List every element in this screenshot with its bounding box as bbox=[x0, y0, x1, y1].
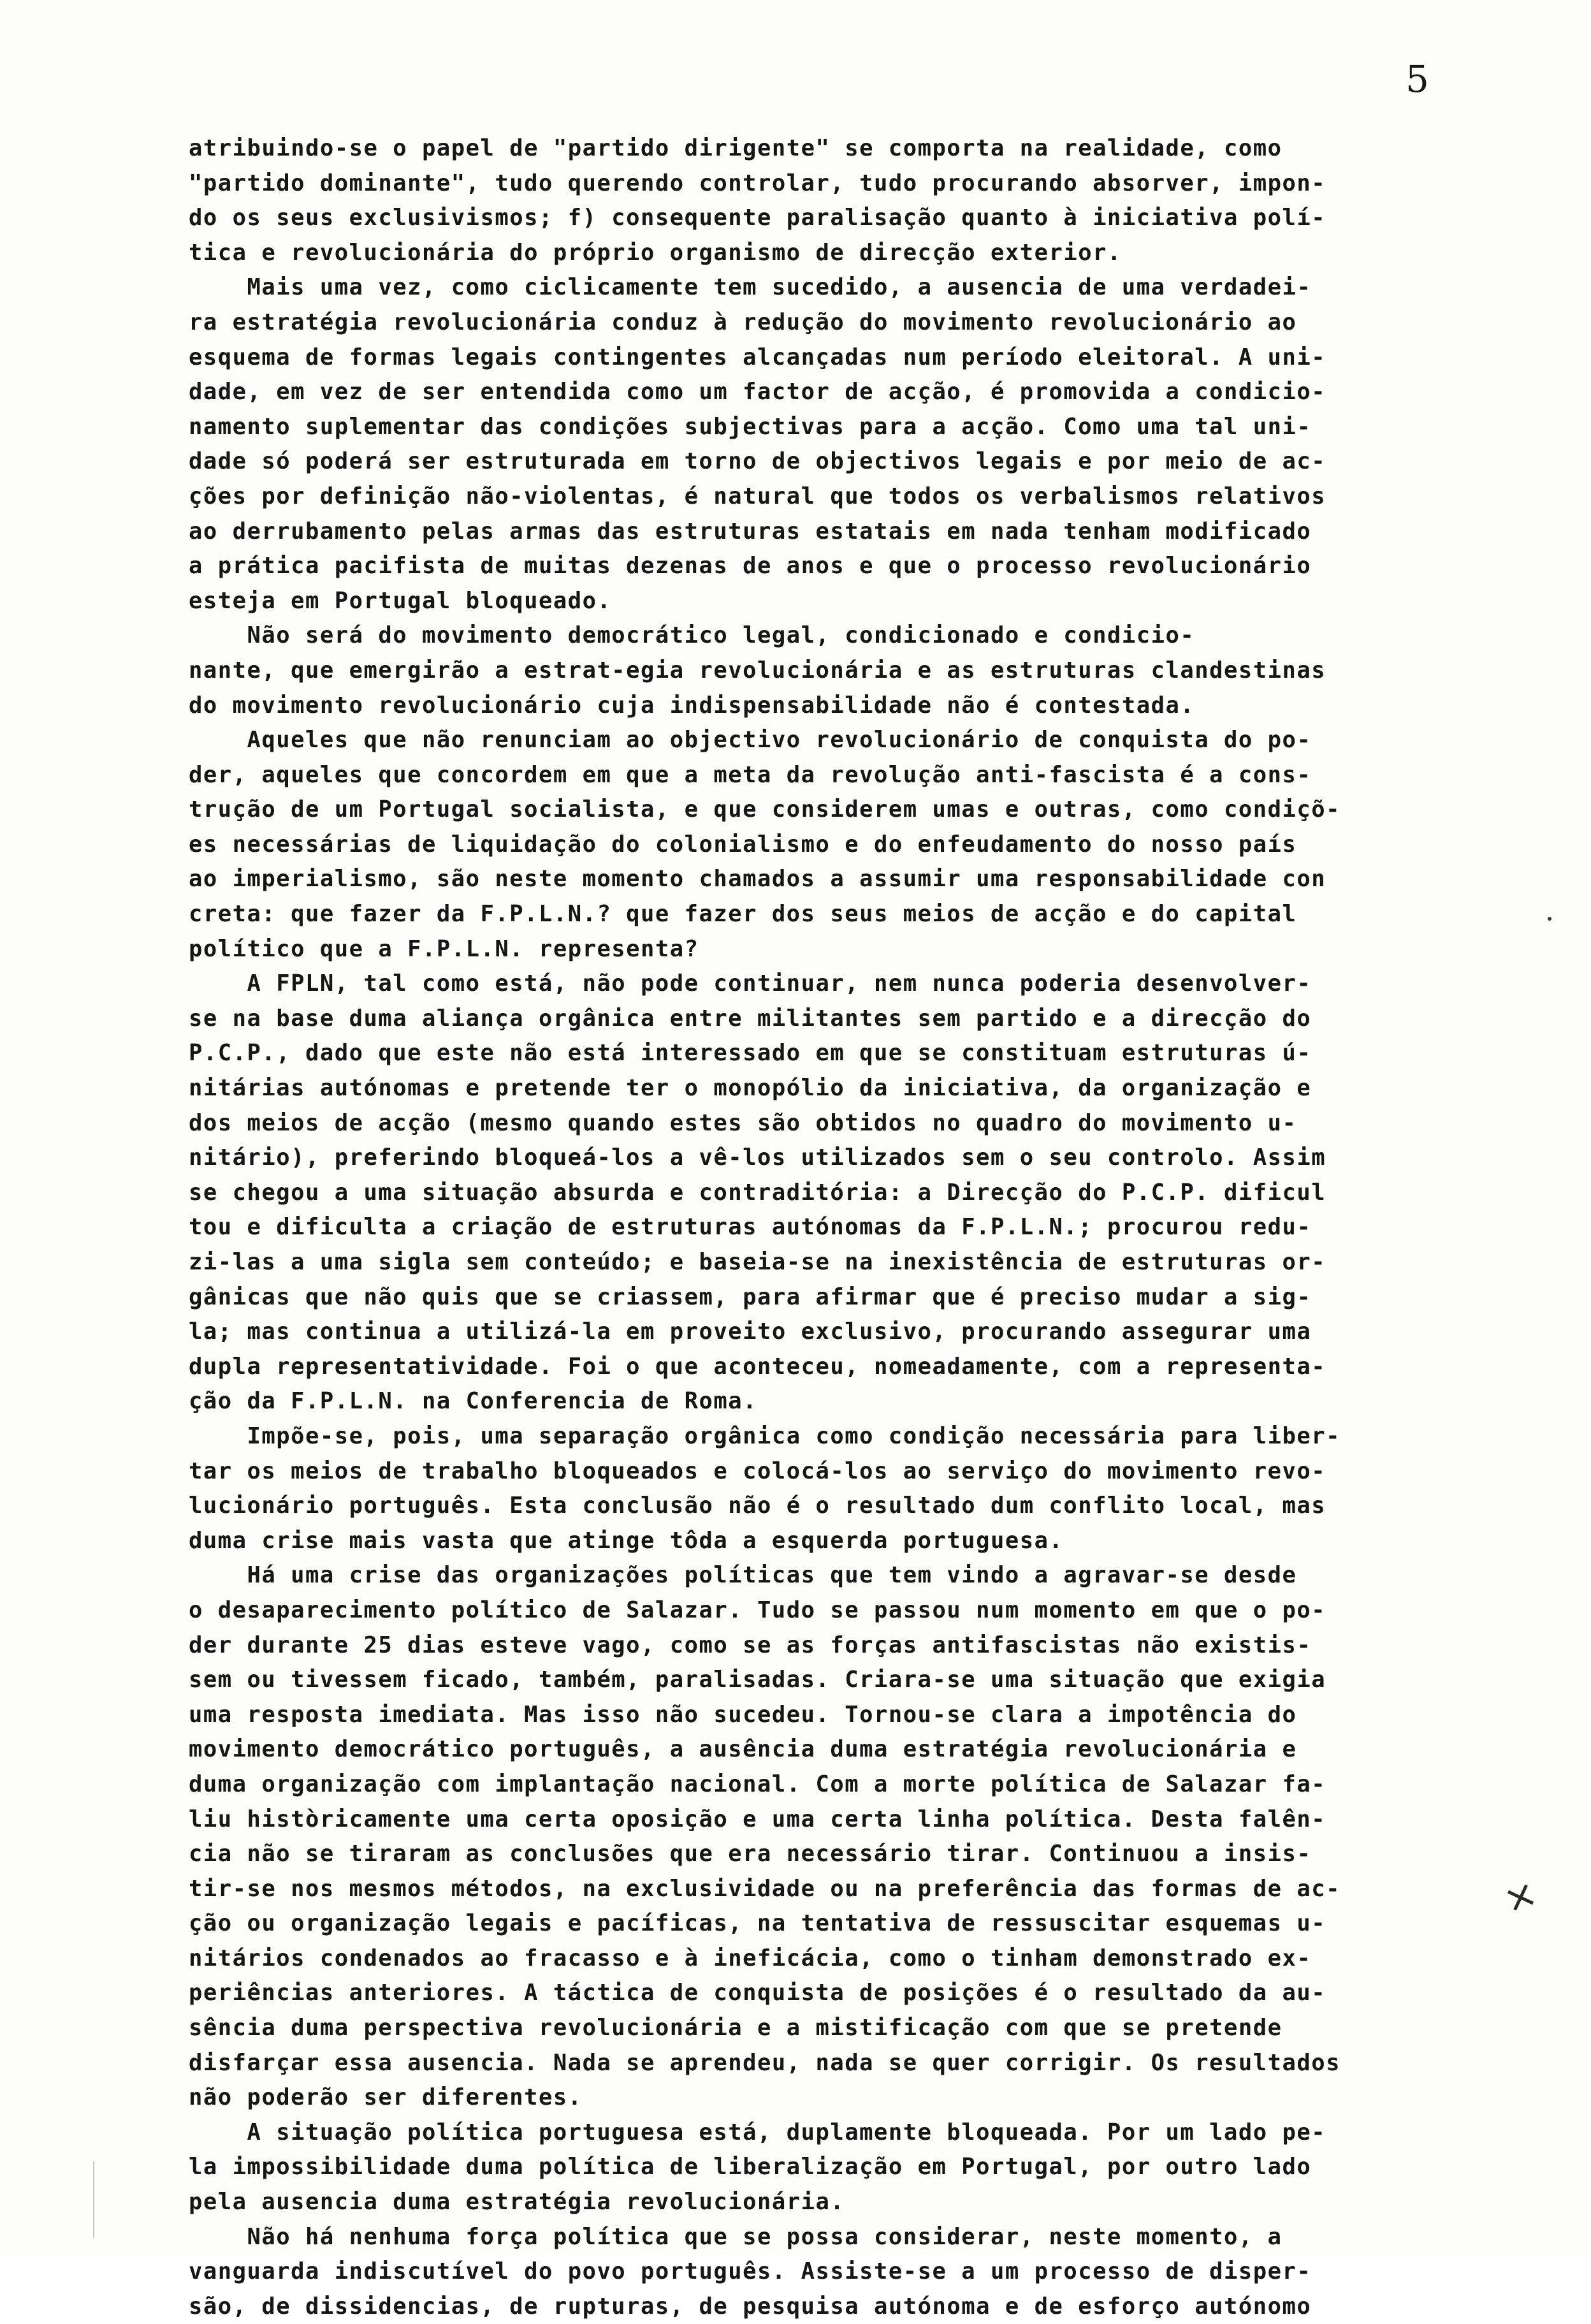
text-line: tar os meios de trabalho bloqueados e colocá-los ao serviço do movimento revo- bbox=[189, 1458, 1326, 1484]
text-line: ção ou organização legais e pacíficas, na tentativa de ressuscitar esquemas u- bbox=[189, 1910, 1326, 1937]
text-line: se na base duma aliança orgânica entre militantes sem partido e a direcção do bbox=[189, 1005, 1312, 1032]
text-line: tica e revolucionária do próprio organismo de direcção exterior. bbox=[189, 239, 1122, 266]
text-line: não poderão ser diferentes. bbox=[189, 2084, 583, 2111]
text-line: do movimento revolucionário cuja indispensabilidade não é contestada. bbox=[189, 692, 1195, 719]
text-line: Há uma crise das organizações políticas que tem vindo a agravar-se desde bbox=[189, 1562, 1297, 1589]
text-line: nitário), preferindo bloqueá-los a vê-los utilizados sem o seu controlo. Assim bbox=[189, 1144, 1326, 1171]
text-line: a prática pacifista de muitas dezenas de anos e que o processo revolucionário bbox=[189, 553, 1312, 580]
text-line: uma resposta imediata. Mas isso não sucedeu. Tornou-se clara a impotência do bbox=[189, 1701, 1297, 1728]
text-line: nitárias autónomas e pretende ter o monopólio da iniciativa, da organização e bbox=[189, 1075, 1312, 1102]
text-line: periências anteriores. A táctica de conquista de posições é o resultado da au- bbox=[189, 1980, 1326, 2006]
text-line: dos meios de acção (mesmo quando estes são obtidos no quadro do movimento u- bbox=[189, 1109, 1297, 1136]
text-line: cia não se tiraram as conclusões que era necessário tirar. Continuou a insis- bbox=[189, 1841, 1312, 1867]
text-line: esteja em Portugal bloqueado. bbox=[189, 587, 612, 614]
text-line: trução de um Portugal socialista, e que considerem umas e outras, como condiçõ- bbox=[189, 796, 1340, 823]
text-line: ao derrubamento pelas armas das estruturas estatais em nada tenham modificado bbox=[189, 518, 1312, 544]
text-line: namento suplementar das condições subjectivas para a acção. Como uma tal uni- bbox=[189, 413, 1312, 440]
scan-stray-mark bbox=[93, 2161, 94, 2238]
text-line: se chegou a uma situação absurda e contraditória: a Direcção do P.C.P. dificul bbox=[189, 1179, 1326, 1206]
text-line: dupla representatividade. Foi o que aconteceu, nomeadamente, com a representa- bbox=[189, 1353, 1326, 1380]
text-line: sem ou tivessem ficado, também, paralisadas. Criara-se uma situação que exigia bbox=[189, 1667, 1326, 1693]
page-number: 5 bbox=[1406, 57, 1429, 101]
text-line: tir-se nos mesmos métodos, na exclusividade ou na preferência das formas de ac- bbox=[189, 1875, 1340, 1902]
text-line: nitários condenados ao fracasso e à ineficácia, como o tinham demonstrado ex- bbox=[189, 1945, 1312, 1971]
text-line: são, de dissidencias, de rupturas, de pesquisa autónoma e de esforço autónomo bbox=[189, 2293, 1312, 2320]
text-line: A FPLN, tal como está, não pode continuar, nem nunca poderia desenvolver- bbox=[189, 970, 1312, 997]
body-text bbox=[189, 131, 1534, 2324]
text-line: lucionário português. Esta conclusão não é o resultado dum conflito local, mas bbox=[189, 1493, 1326, 1519]
text-line: Mais uma vez, como ciclicamente tem sucedido, a ausencia de uma verdadei- bbox=[189, 274, 1312, 301]
margin-cross-mark: × bbox=[1497, 1870, 1543, 1924]
text-line: Aqueles que não renunciam ao objectivo revolucionário de conquista do po- bbox=[189, 727, 1312, 754]
margin-dot bbox=[1548, 917, 1551, 921]
text-line: político que a F.P.L.N. representa? bbox=[189, 935, 699, 962]
text-line: esquema de formas legais contingentes alcançadas num período eleitoral. A uni- bbox=[189, 344, 1326, 370]
text-line: sência duma perspectiva revolucionária e a mistificação com que se pretende bbox=[189, 2015, 1282, 2042]
text-line: duma crise mais vasta que atinge tôda a esquerda portuguesa. bbox=[189, 1527, 1064, 1554]
text-line: ra estratégia revolucionária conduz à redução do movimento revolucionário ao bbox=[189, 309, 1297, 335]
text-line: Não há nenhuma força política que se possa considerar, neste momento, a bbox=[189, 2223, 1282, 2250]
text-line: der durante 25 dias esteve vago, como se as forças antifascistas não existis- bbox=[189, 1632, 1312, 1658]
text-line: duma organização com implantação nacional. Com a morte política de Salazar fa- bbox=[189, 1771, 1326, 1797]
text-line: o desaparecimento político de Salazar. Tudo se passou num momento em que o po- bbox=[189, 1597, 1326, 1623]
text-line: vanguarda indiscutível do povo português. Assiste-se a um processo de disper- bbox=[189, 2258, 1312, 2285]
text-line: ção da F.P.L.N. na Conferencia de Roma. bbox=[189, 1388, 758, 1415]
text-line: disfarçar essa ausencia. Nada se aprendeu, nada se quer corrigir. Os resultados bbox=[189, 2049, 1340, 2076]
text-line: dade só poderá ser estruturada em torno de objectivos legais e por meio de ac- bbox=[189, 448, 1326, 475]
text-line: liu històricamente uma certa oposição e uma certa linha política. Desta falên- bbox=[189, 1806, 1326, 1832]
text-line: atribuindo-se o papel de "partido dirigente" se comporta na realidade, como bbox=[189, 135, 1282, 161]
text-line: "partido dominante", tudo querendo controlar, tudo procurando absorver, impon- bbox=[189, 170, 1326, 196]
text-line: ções por definição não-violentas, é natural que todos os verbalismos relativos bbox=[189, 483, 1326, 509]
text-line: pela ausencia duma estratégia revolucionária. bbox=[189, 2189, 845, 2216]
text-line: A situação política portuguesa está, duplamente bloqueada. Por um lado pe- bbox=[189, 2119, 1326, 2145]
text-line: es necessárias de liquidação do colonialismo e do enfeudamento do nosso país bbox=[189, 831, 1297, 858]
text-line: ao imperialismo, são neste momento chamados a assumir uma responsabilidade con bbox=[189, 866, 1326, 893]
text-line: do os seus exclusivismos; f) consequente paralisação quanto à iniciativa polí- bbox=[189, 205, 1326, 231]
text-line: P.C.P., dado que este não está interessado em que se constituam estruturas ú- bbox=[189, 1040, 1312, 1067]
text-line: creta: que fazer da F.P.L.N.? que fazer dos seus meios de acção e do capital bbox=[189, 901, 1297, 928]
text-line: zi-las a uma sigla sem conteúdo; e baseia-se na inexistência de estruturas or- bbox=[189, 1249, 1326, 1275]
text-line: gânicas que não quis que se criassem, para afirmar que é preciso mudar a sig- bbox=[189, 1283, 1312, 1310]
text-line: la impossibilidade duma política de liberalização em Portugal, por outro lado bbox=[189, 2154, 1312, 2181]
text-line: der, aqueles que concordem em que a meta da revolução anti-fascista é a cons- bbox=[189, 761, 1312, 788]
text-line: la; mas continua a utilizá-la em proveito exclusivo, procurando assegurar uma bbox=[189, 1319, 1312, 1345]
text-line: movimento democrático português, a ausência duma estratégia revolucionária e bbox=[189, 1736, 1297, 1763]
text-line: dade, em vez de ser entendida como um factor de acção, é promovida a condicio- bbox=[189, 379, 1326, 406]
text-line: nante, que emergirão a estrat-egia revolucionária e as estruturas clandestinas bbox=[189, 657, 1326, 683]
text-line: Impõe-se, pois, uma separação orgânica como condição necessária para liber- bbox=[189, 1422, 1340, 1449]
text-line: tou e dificulta a criação de estruturas autónomas da F.P.L.N.; procurou redu- bbox=[189, 1214, 1312, 1241]
text-line: Não será do movimento democrático legal, condicionado e condicio- bbox=[189, 622, 1195, 649]
